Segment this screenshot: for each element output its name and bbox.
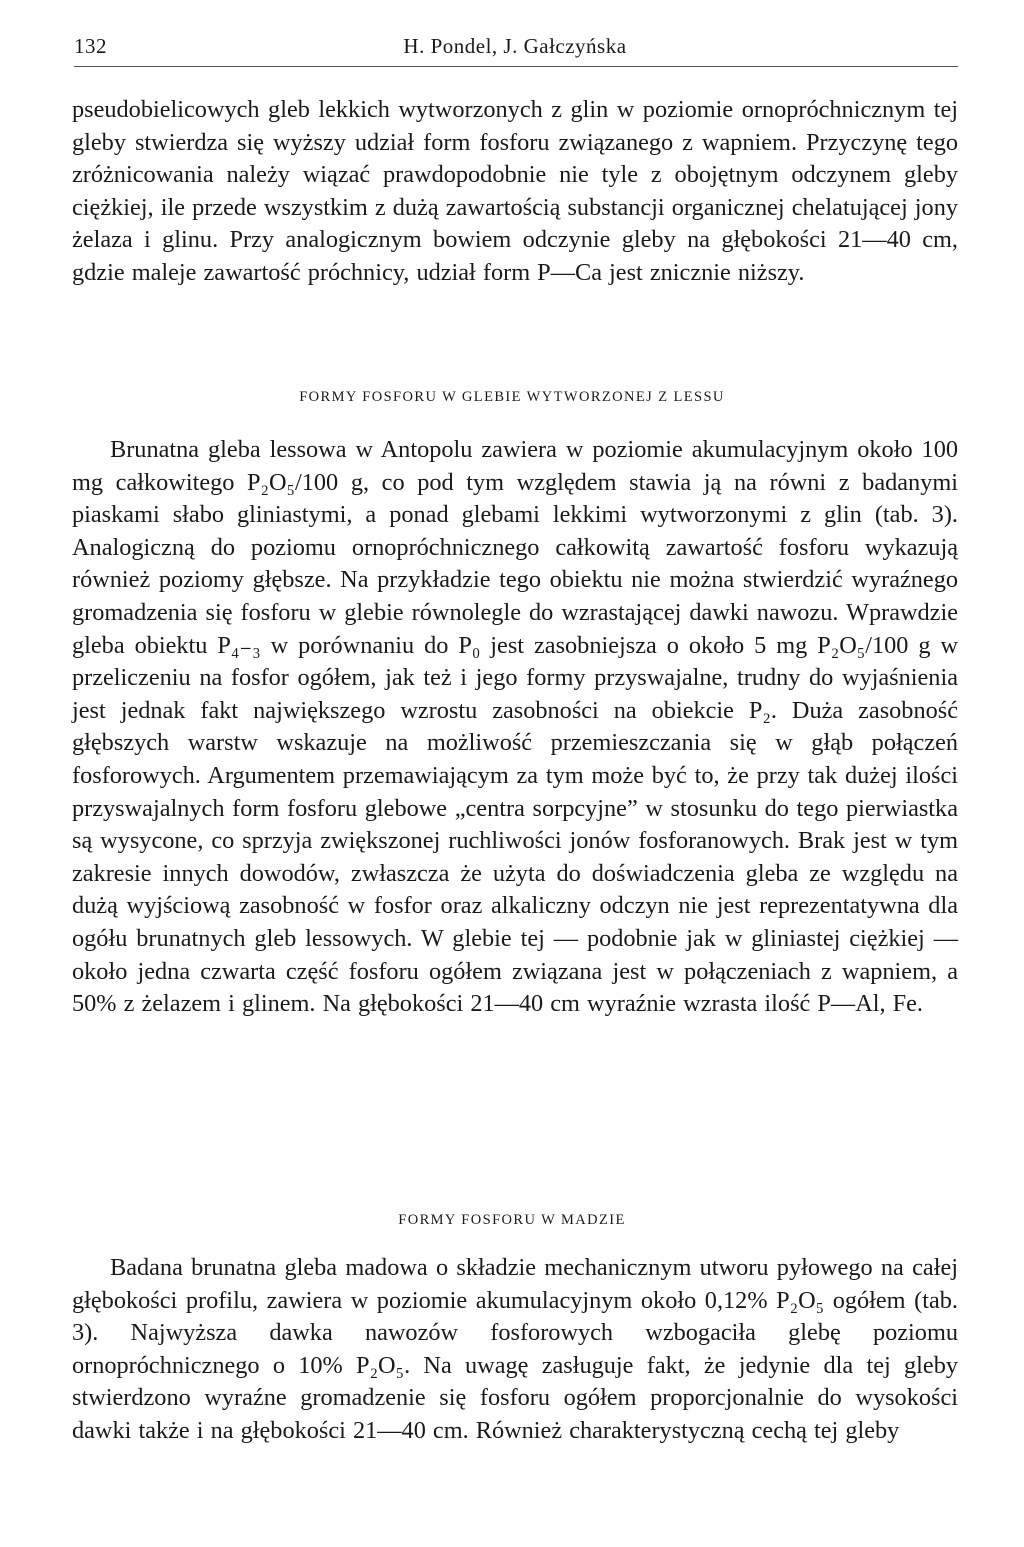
- section-heading-alluvial: FORMY FOSFORU W MADZIE: [398, 1212, 626, 1228]
- running-head-authors: H. Pondel, J. Gałczyńska: [403, 34, 627, 58]
- paragraph-alluvial: Badana brunatna gleba madowa o składzie mechanicznym utworu pyłowego na całej głębokości profilu, zawiera w poziomie akumulacyjnym około 0,12% P₂O₅ ogółem (tab. 3). Najwyższa dawka nawozów fosforowych wzbogaciła glebę poziomu ornopróchnicznego o 10% P₂O₅. Na uwagę zasługuje fakt, że jedynie dla tej gleby stwierdzono wyraźne gromadzenie się fosforu ogółem proporcjonalnie do wysokości dawki także i na głębokości 21—40 cm. Również charakterystyczną cechą tej gleby: [72, 1254, 958, 1444]
- page-number: 132: [74, 34, 107, 58]
- paragraph-continued: pseudobielicowych gleb lekkich wytworzonych z glin w poziomie ornopróchnicznym tej gleby stwierdza się wyższy udział form fosforu związanego z wapniem. Przyczynę tego zróżnicowania należy wiązać prawdopodobnie nie tyle z obojętnym odczynem gleby ciężkiej, ile przede wszystkim z dużą zawartością substancji organicznej chelatującej jony żelaza i glinu. Przy analogicznym bowiem odczynie gleby na głębokości 21—40 cm, gdzie maleje zawartość próchnicy, udział form P—Ca jest znicznie niższy.: [72, 96, 958, 286]
- paragraph-loess: Brunatna gleba lessowa w Antopolu zawiera w poziomie akumulacyjnym około 100 mg całkowitego P₂O₅/100 g, co pod tym względem stawia ją na równi z badanymi piaskami słabo gliniastymi, a ponad glebami lekkimi wytworzonymi z glin (tab. 3). Analogiczną do poziomu ornopróchnicznego całkowitą zawartość fosforu wykazują również poziomy głębsze. Na przykładzie tego obiektu nie można stwierdzić wyraźnego gromadzenia się fosforu w glebie równolegle do wzrastającej dawki nawozu. Wprawdzie gleba obiektu P₄₋₃ w porównaniu do P₀ jest zasobniejsza o około 5 mg P₂O₅/100 g w przeliczeniu na fosfor ogółem, jak też i jego formy przyswajalne, trudny do wyjaśnienia jest jednak fakt największego wzrostu zasobności na obiekcie P₂. Duża zasobność głębszych warstw wskazuje na możliwość przemieszczania się w głąb połączeń fosforowych. Argumentem przemawiającym za tym może być to, że przy tak dużej ilości przyswajalnych form fosforu glebowe „centra sorpcyjne” w stosunku do tego pierwiastka są wysycone, co sprzyja zwiększonej ruchliwości jonów fosforanowych. Brak jest w tym zakresie innych dowodów, zwłaszcza że użyta do doświadczenia gleba ze względu na dużą wyjściową zasobność w fosfor oraz alkaliczny odczyn nie jest reprezentatywna dla ogółu brunatnych gleb lessowych. W glebie tej — podobnie jak w gliniastej ciężkiej — około jedna czwarta część fosforu ogółem związana jest w połączeniach z wapniem, a 50% z żelazem i glinem. Na głębokości 21—40 cm wyraźnie wzrasta ilość P—Al, Fe.: [72, 436, 958, 1018]
- page-header: [74, 30, 956, 64]
- section-heading-loess: FORMY FOSFORU W GLEBIE WYTWORZONEJ Z LESSU: [299, 389, 725, 405]
- header-rule: [74, 66, 958, 67]
